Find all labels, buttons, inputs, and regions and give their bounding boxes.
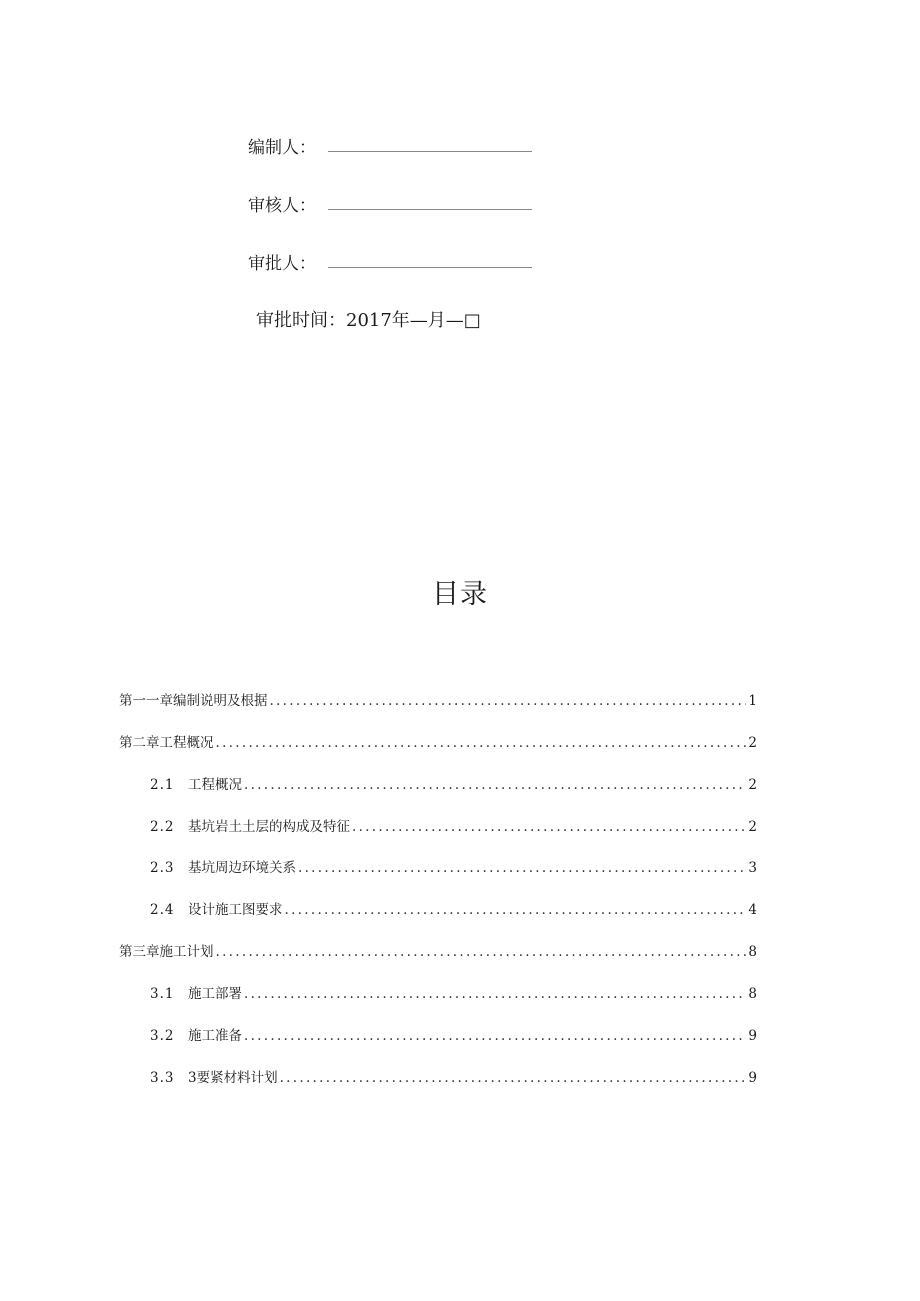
toc-entry[interactable] — [150, 856, 757, 878]
toc-entry-text: 设计施工图要求 — [188, 902, 283, 918]
toc-entry-number: 3.3 — [150, 1070, 175, 1086]
toc-entry-number: 3.2 — [150, 1028, 175, 1044]
toc-entry-page: 8 — [748, 986, 757, 1002]
signature-row-reviewer — [248, 186, 532, 216]
toc-entry[interactable] — [150, 898, 757, 920]
toc-entry[interactable] — [119, 940, 757, 962]
approval-time: 审批时间：2017年—月—□ — [256, 310, 481, 331]
signature-row-approver — [248, 244, 532, 274]
toc-entry[interactable] — [150, 1066, 757, 1088]
compiler-label: 编制人： — [248, 138, 316, 158]
toc-leader — [244, 1028, 746, 1044]
toc-entry-text: 第一一章编制说明及根据 — [119, 693, 268, 709]
reviewer-signature-line — [328, 201, 532, 210]
toc-entry[interactable] — [119, 689, 757, 711]
signature-row-compiler — [248, 128, 532, 158]
toc-entry-text: 施工部署 — [188, 986, 242, 1002]
toc-entry[interactable] — [150, 1024, 757, 1046]
approver-signature-line — [328, 259, 532, 268]
toc-entry-number: 2.3 — [150, 860, 175, 876]
toc-entry-number: 2.2 — [150, 819, 175, 835]
toc-entry[interactable] — [150, 773, 757, 795]
toc-leader — [270, 693, 747, 709]
toc-entry-page: 9 — [748, 1028, 757, 1044]
toc-entry[interactable] — [119, 731, 757, 753]
reviewer-label: 审核人： — [248, 196, 316, 216]
toc-leader — [216, 944, 747, 960]
toc-leader — [352, 819, 746, 835]
toc-leader — [216, 735, 747, 751]
toc-entry-text: 工程概况 — [188, 777, 242, 793]
toc-entry-number: 3.1 — [150, 986, 175, 1002]
toc-entry-number: 2.1 — [150, 777, 175, 793]
toc-entry-page: 3 — [748, 860, 757, 876]
toc-entry-page: 2 — [748, 735, 757, 751]
toc-entry-page: 4 — [748, 902, 757, 918]
approver-label: 审批人： — [248, 254, 316, 274]
toc-entry-page: 8 — [748, 944, 757, 960]
toc-entry[interactable] — [150, 982, 757, 1004]
toc-leader — [244, 986, 746, 1002]
toc-entry-text: 第二章工程概况 — [119, 735, 214, 751]
toc-entry-text: 第三章施工计划 — [119, 944, 214, 960]
toc-entry-page: 9 — [748, 1070, 757, 1086]
toc-entry[interactable] — [150, 815, 757, 837]
toc-leader — [285, 902, 747, 918]
toc-leader — [298, 860, 746, 876]
toc-entry-text: 3要紧材料计划 — [188, 1070, 278, 1086]
toc-entry-text: 基坑周边环境关系 — [188, 860, 296, 876]
toc-leader — [280, 1070, 747, 1086]
toc-title: 目录 — [432, 579, 488, 610]
compiler-signature-line — [328, 143, 532, 152]
toc-entry-page: 2 — [748, 777, 757, 793]
toc-leader — [244, 777, 746, 793]
toc-entry-text: 施工准备 — [188, 1028, 242, 1044]
toc-entry-page: 2 — [748, 819, 757, 835]
toc-entry-text: 基坑岩土土层的构成及特征 — [188, 819, 350, 835]
toc-entry-number: 2.4 — [150, 902, 175, 918]
toc-entry-page: 1 — [748, 693, 757, 709]
